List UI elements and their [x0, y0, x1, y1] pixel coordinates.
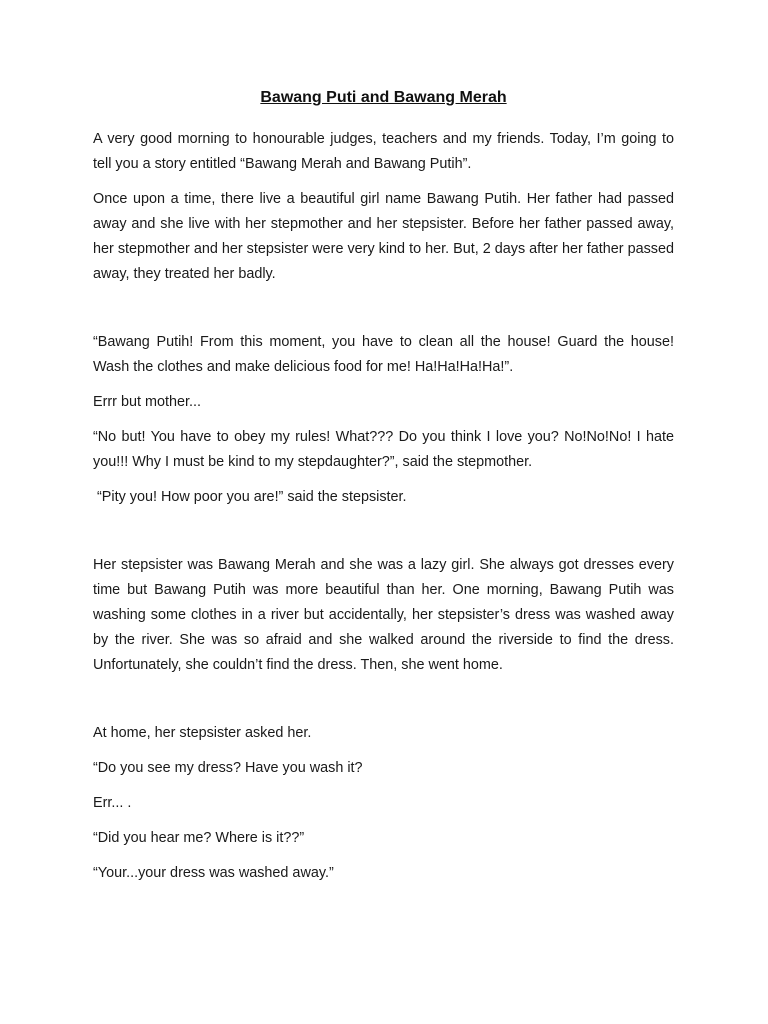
paragraph-err: Err... .	[93, 795, 132, 811]
paragraph-stepsister-lazy: Her stepsister was Bawang Merah and she was a lazy girl. She always got dresses every time but Bawang Putih was more beautiful than her. One morning, Bawang Putih was washing some clothes in a river but accidentally, her stepsister’s dress was washed away by the river. She was so afraid and she walked around the riverside to find the dress. Unfortunately, she couldn’t find the dress. Then, she went home.	[93, 557, 674, 673]
document-page	[93, 86, 674, 896]
paragraph-hear-me: “Did you hear me? Where is it??”	[93, 830, 305, 846]
paragraph-pity-you: “Pity you! How poor you are!” said the stepsister.	[97, 489, 407, 505]
paragraph-no-but: “No but! You have to obey my rules! What??? Do you think I love you? No!No!No! I hate you!!! Why I must be kind to my stepdaughter?”, said the stepmother.	[93, 429, 674, 470]
paragraph-at-home: At home, her stepsister asked her.	[93, 725, 312, 741]
paragraph-once-upon: Once upon a time, there live a beautiful girl name Bawang Putih. Her father had passed away and she live with her stepmother and her stepsister. Before her father passed away, her stepmother and her stepsister were very kind to her. But, 2 days after her father passed away, they treated her badly.	[93, 191, 674, 282]
paragraph-errr: Errr but mother...	[93, 394, 201, 410]
paragraph-see-dress: “Do you see my dress? Have you wash it?	[93, 760, 363, 776]
document-title: Bawang Puti and Bawang Merah	[260, 89, 507, 106]
paragraph-washed-away: “Your...your dress was washed away.”	[93, 865, 334, 881]
paragraph-stepmother-order: “Bawang Putih! From this moment, you have to clean all the house! Guard the house! Wash the clothes and make delicious food for me! Ha!Ha!Ha!Ha!”.	[93, 334, 674, 375]
paragraph-greeting: A very good morning to honourable judges, teachers and my friends. Today, I’m going to tell you a story entitled “Bawang Merah and Bawang Putih”.	[93, 131, 674, 172]
